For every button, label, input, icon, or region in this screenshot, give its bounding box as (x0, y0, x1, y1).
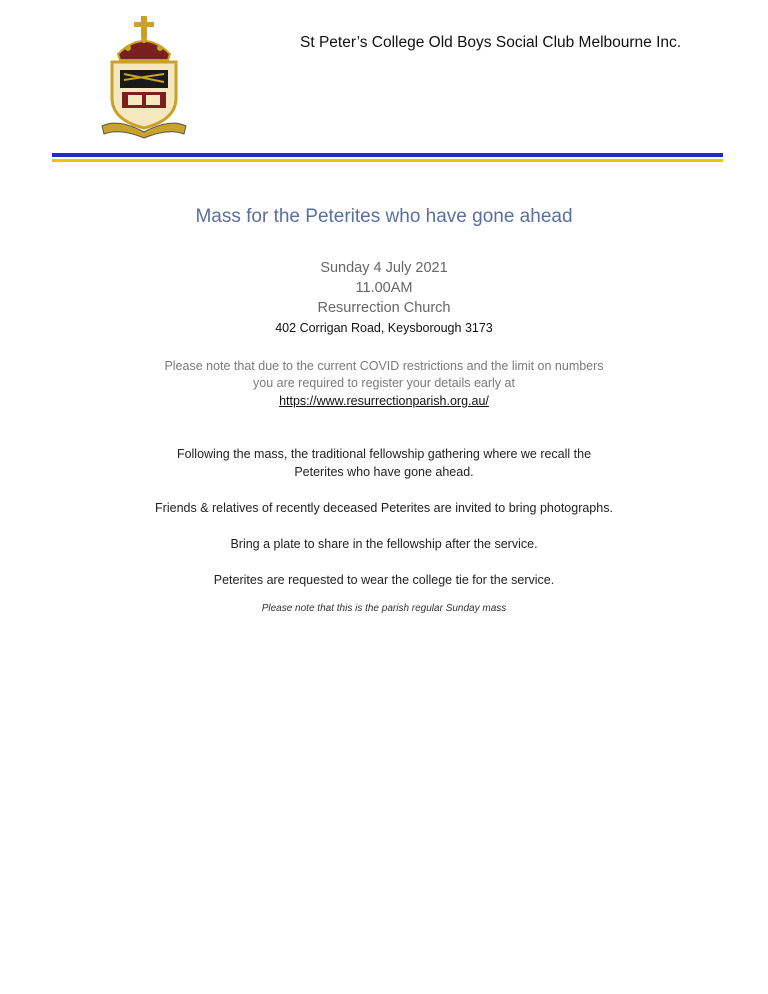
event-date: Sunday 4 July 2021 (320, 260, 448, 276)
photos-paragraph: Friends & relatives of recently deceased Peterites are invited to bring photographs. (155, 501, 613, 515)
college-crest-icon (98, 14, 190, 140)
fellowship-paragraph: Following the mass, the traditional fellowship gathering where we recall the Peterites who have gone ahead. (176, 447, 592, 479)
event-time: 11.00AM (355, 280, 413, 296)
tie-paragraph: Peterites are requested to wear the college tie for the service. (213, 573, 555, 587)
covid-notice (144, 358, 624, 392)
covid-notice-line2: you are required to register your details early at (253, 376, 515, 390)
covid-notice-line1: Please note that due to the current COVID restrictions and the limit on numbers (164, 359, 604, 373)
event-venue: Resurrection Church (317, 300, 451, 316)
event-title: Mass for the Peterites who have gone ahead (195, 206, 573, 227)
header-rule-gold (52, 159, 723, 162)
event-content (0, 206, 768, 614)
club-name-header: St Peter’s College Old Boys Social Club Melbourne Inc. (300, 34, 682, 51)
header-rule-blue (52, 153, 723, 157)
parish-footnote: Please note that this is the parish regular Sunday mass (261, 603, 507, 614)
plate-paragraph: Bring a plate to share in the fellowship after the service. (230, 537, 538, 551)
event-address: 402 Corrigan Road, Keysborough 3173 (275, 321, 493, 335)
registration-link[interactable]: https://www.resurrectionparish.org.au/ (279, 394, 489, 408)
